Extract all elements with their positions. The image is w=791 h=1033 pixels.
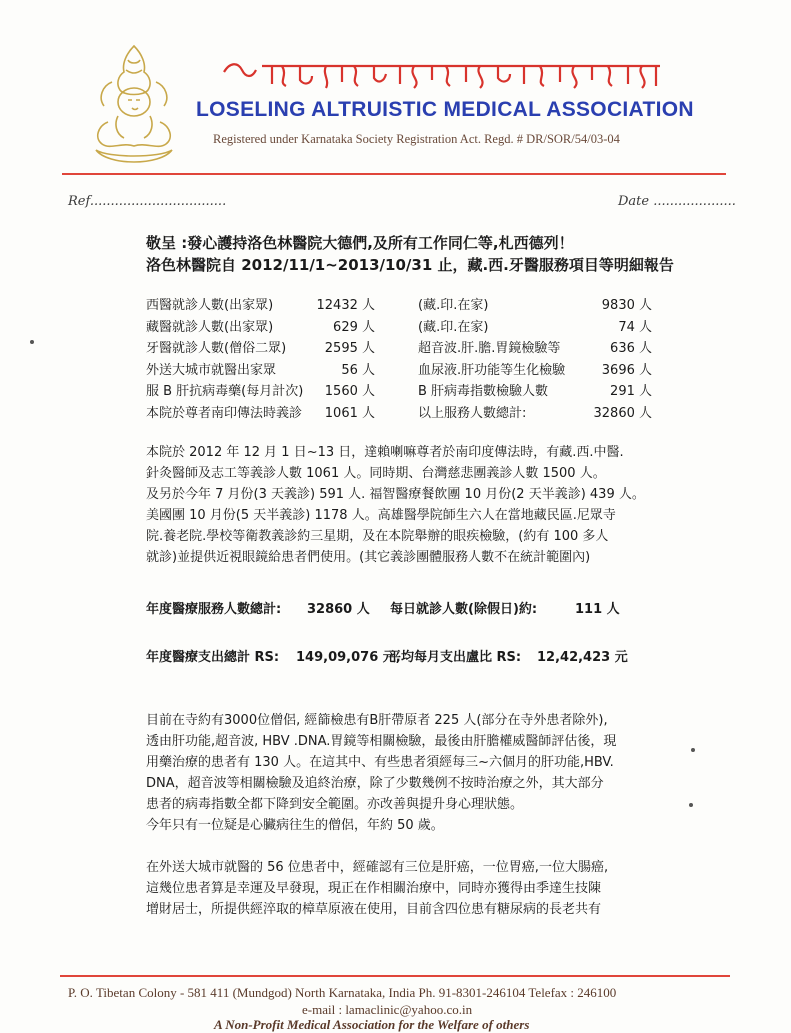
monthly-expense-label: 平均每月支出盧比 RS: xyxy=(388,650,522,665)
stat-value: 291 人 xyxy=(610,384,652,399)
report-heading: 洛色林醫院自 2012/11/1~2013/10/31 止，藏.西.牙醫服務項目等明細報告 xyxy=(146,256,674,274)
paragraph-line: 患者的病毒指數全都下降到安全範圍。亦改善與提升身心理狀態。 xyxy=(146,797,524,812)
annual-expense-label: 年度醫療支出總計 RS: xyxy=(146,650,280,665)
paragraph-line: 本院於 2012 年 12 月 1 日~13 日，達賴喇嘛尊者於南印度傳法時，有藏.西.中醫. xyxy=(146,445,624,460)
scan-mark xyxy=(689,803,693,807)
footer-email: e-mail : lamaclinic@yahoo.co.in xyxy=(302,1002,473,1017)
annual-expense-value: 149,09,076 元, xyxy=(296,650,401,665)
stat-value: 56 人 xyxy=(341,362,375,378)
stats-row xyxy=(146,402,658,424)
footer-tagline: A Non-Profit Medical Association for the Welfare of others xyxy=(214,1017,530,1032)
header-divider xyxy=(62,173,726,175)
stat-label: 西醫就診人數(出家眾) xyxy=(146,298,274,313)
paragraph-line: DNA，超音波等相關檢驗及追終治療，除了少數幾例不按時治療之外，其大部分 xyxy=(146,776,604,791)
stat-value: 3696 人 xyxy=(601,362,652,378)
monthly-expense-value: 12,42,423 元 xyxy=(537,650,628,665)
daily-label: 每日就診人數(除假日)約: xyxy=(390,602,538,617)
paragraph-line: 就診)並提供近視眼鏡給患者們使用。(其它義診團體服務人數不在統計範圍內) xyxy=(146,550,591,565)
stat-label: 服 B 肝抗病毒藥(每月計次) xyxy=(146,384,304,399)
paragraph-line: 及另於今年 7 月份(3 天義診) 591 人. 福智醫療餐飲團 10 月份(2 天半義診) 439 人。 xyxy=(146,487,645,502)
paragraph-line: 在外送大城市就醫的 56 位患者中，經確認有三位是肝癌，一位胃癌,一位大腸癌, xyxy=(146,860,609,875)
annual-total-label: 年度醫療服務人數總計: xyxy=(146,602,282,617)
paragraph-line: 院.養老院.學校等衛教義診約三星期，及在本院舉辦的眼疾檢驗，(約有 100 多人 xyxy=(146,529,609,544)
stat-label: 本院於尊者南印傳法時義診 xyxy=(146,405,303,421)
salutation-heading: 敬呈 :發心護持洛色林醫院大德們,及所有工作同仁等,札西德列！ xyxy=(146,234,574,252)
hepatitis-paragraph xyxy=(146,710,666,836)
stat-label: 牙醫就診人數(僧俗二眾) xyxy=(146,341,287,356)
annual-total-value: 32860 人 xyxy=(307,602,370,617)
ref-field: Ref................................. xyxy=(68,194,227,209)
stats-row xyxy=(146,316,658,338)
date-field: Date .................... xyxy=(618,194,736,209)
stats-row xyxy=(146,294,658,316)
organization-name: LOSELING ALTRUISTIC MEDICAL ASSOCIATION xyxy=(196,98,694,121)
stats-row xyxy=(146,359,658,381)
tibetan-title xyxy=(222,58,660,92)
stat-label: 血尿液.肝功能等生化檢驗 xyxy=(418,362,566,378)
paragraph-line: 透由肝功能,超音波, HBV .DNA.胃鏡等相關檢驗，最後由肝膽權威醫師評估後，現 xyxy=(146,734,617,749)
stat-value: 32860 人 xyxy=(593,405,652,421)
stat-label: 藏醫就診人數(出家眾) xyxy=(146,319,274,335)
stat-label: 超音波.肝.膽.胃鏡檢驗等 xyxy=(418,341,561,356)
daily-value: 111 人 xyxy=(575,602,620,617)
paragraph-line: 用藥治療的患者有 130 人。在這其中、有些患者須經每三~六個月的肝功能,HBV. xyxy=(146,755,614,770)
footer-address: P. O. Tibetan Colony - 581 411 (Mundgod) North Karnataka, India Ph. 91-8301-246104 Telefax : 246100 xyxy=(68,985,617,1000)
paragraph-line: 增財居士，所提供經淬取的樟草原液在使用，目前含四位患有糖尿病的長老共有 xyxy=(146,902,602,917)
stats-row xyxy=(146,337,658,359)
stats-table xyxy=(146,294,658,423)
paragraph-line: 目前在寺約有3000位僧侶, 經篩檢患有B肝帶原者 225 人(部分在寺外患者除外), xyxy=(146,713,608,728)
stat-value: 2595 人 xyxy=(324,341,375,356)
stat-label: B 肝病毒指數檢驗人數 xyxy=(418,384,549,399)
stats-row xyxy=(146,380,658,402)
registration-line: Registered under Karnataka Society Registration Act. Regd. # DR/SOR/54/03-04 xyxy=(213,132,620,146)
stat-label: 外送大城市就醫出家眾 xyxy=(146,362,277,378)
paragraph-line: 今年只有一位疑是心臟病往生的僧侶，年約 50 歲。 xyxy=(146,818,444,833)
scan-mark xyxy=(30,340,34,344)
stat-value: 629 人 xyxy=(333,319,375,335)
volunteer-clinics-paragraph xyxy=(146,442,666,568)
paragraph-line: 美國團 10 月份(5 天半義診) 1178 人。高雄醫學院師生六人在當地藏民區.尼眾寺 xyxy=(146,508,616,523)
paragraph-line: 這幾位患者算是幸運及早發現，現正在作相關治療中，同時亦獲得由季達生技陳 xyxy=(146,881,602,896)
scan-mark xyxy=(691,748,695,752)
stat-value: 636 人 xyxy=(610,341,652,356)
footer-divider xyxy=(60,975,730,977)
stat-value: 1061 人 xyxy=(324,405,375,421)
stat-label: 以上服務人數總計: xyxy=(418,405,527,421)
stat-label: (藏.印.在家) xyxy=(418,298,489,313)
stat-label: (藏.印.在家) xyxy=(418,319,489,335)
stat-value: 1560 人 xyxy=(324,384,375,399)
cancer-patients-paragraph xyxy=(146,857,666,920)
buddha-logo-icon xyxy=(88,42,180,170)
paragraph-line: 針灸醫師及志工等義診人數 1061 人。同時期、台灣慈悲團義診人數 1500 人。 xyxy=(146,466,606,481)
stat-value: 9830 人 xyxy=(601,298,652,313)
stat-value: 74 人 xyxy=(618,319,652,335)
stat-value: 12432 人 xyxy=(316,298,375,313)
